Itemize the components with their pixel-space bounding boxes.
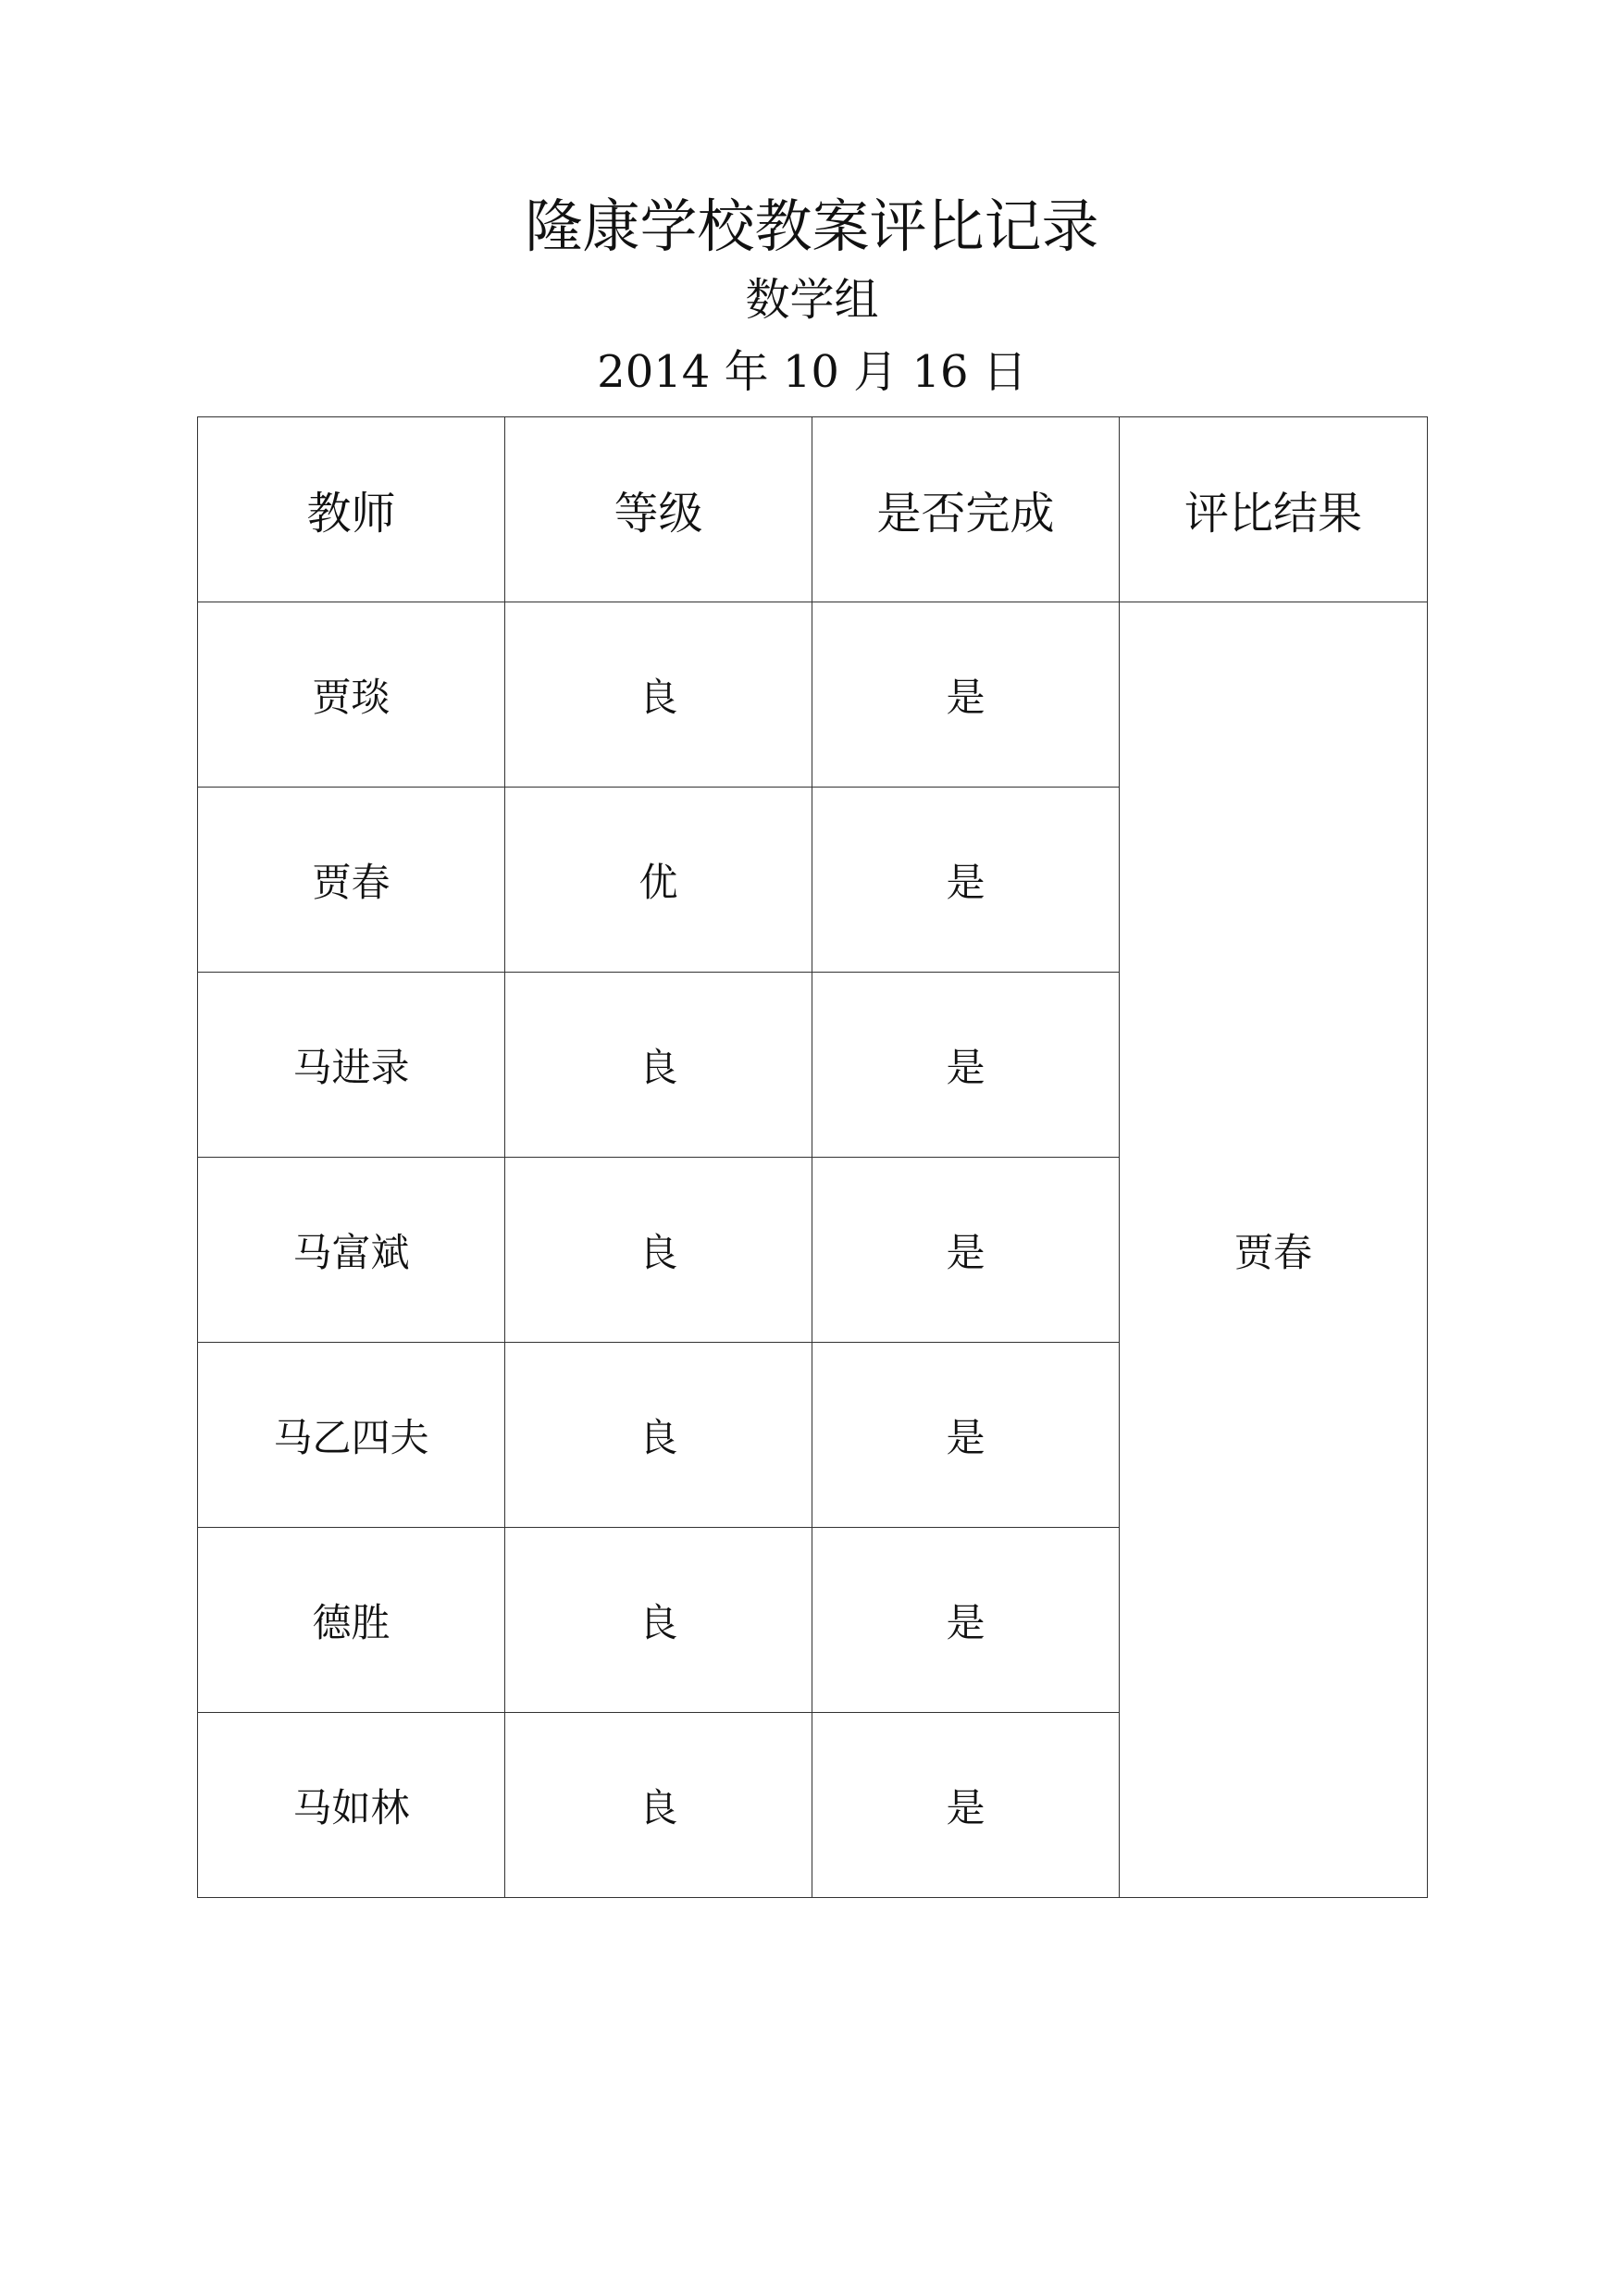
cell-teacher: 贾春 <box>198 788 505 973</box>
cell-teacher: 马乙四夫 <box>198 1343 505 1528</box>
header-result: 评比结果 <box>1120 417 1428 602</box>
page-title: 隆康学校教案评比记录 <box>525 192 1099 260</box>
header-grade: 等级 <box>505 417 812 602</box>
date-day: 16 <box>911 346 969 398</box>
cell-completed: 是 <box>812 602 1120 788</box>
cell-grade: 良 <box>505 1713 812 1898</box>
date-month-unit: 月 <box>853 346 899 398</box>
header-completed: 是否完成 <box>812 417 1120 602</box>
date-year: 2014 <box>597 346 711 398</box>
cell-completed: 是 <box>812 973 1120 1158</box>
table-header-row <box>198 417 1428 602</box>
cell-grade: 良 <box>505 1528 812 1713</box>
cell-grade: 良 <box>505 1343 812 1528</box>
cell-completed: 是 <box>812 1343 1120 1528</box>
cell-grade: 良 <box>505 1158 812 1343</box>
cell-teacher: 马如林 <box>198 1713 505 1898</box>
cell-completed: 是 <box>812 1713 1120 1898</box>
evaluation-table <box>197 416 1428 1898</box>
cell-completed: 是 <box>812 1158 1120 1343</box>
cell-teacher: 德胜 <box>198 1528 505 1713</box>
date-day-unit: 日 <box>982 346 1027 398</box>
table-row <box>198 602 1428 788</box>
cell-grade: 良 <box>505 602 812 788</box>
cell-completed: 是 <box>812 1528 1120 1713</box>
cell-grade: 优 <box>505 788 812 973</box>
cell-result: 贾春 <box>1120 602 1428 1898</box>
date-year-unit: 年 <box>724 346 769 398</box>
record-date <box>0 342 1624 402</box>
cell-completed: 是 <box>812 788 1120 973</box>
cell-teacher: 贾琰 <box>198 602 505 788</box>
cell-teacher: 马进录 <box>198 973 505 1158</box>
group-name: 数学组 <box>745 274 879 326</box>
cell-teacher: 马富斌 <box>198 1158 505 1343</box>
header-teacher: 教师 <box>198 417 505 602</box>
date-month: 10 <box>782 346 839 398</box>
cell-grade: 良 <box>505 973 812 1158</box>
